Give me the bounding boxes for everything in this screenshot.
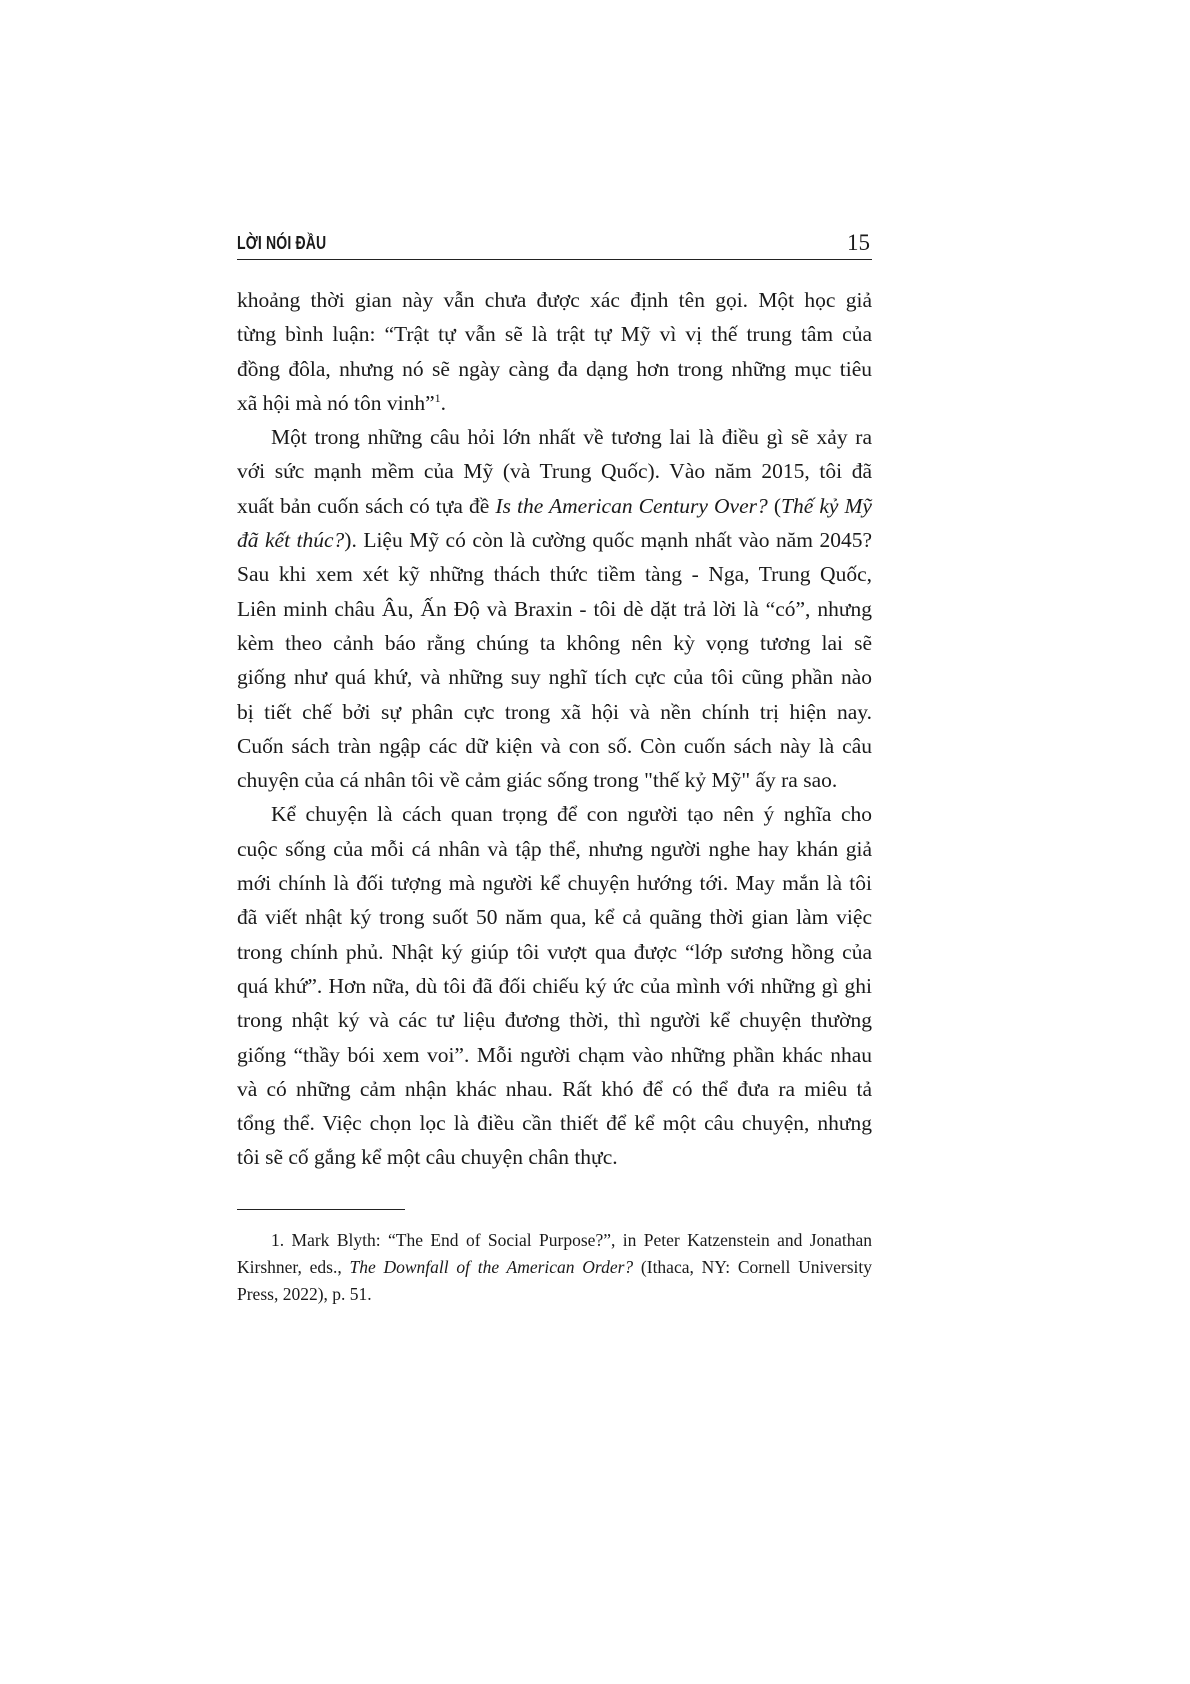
text-line — [237, 832, 872, 866]
text-line — [237, 729, 872, 763]
text-segment: khoảng thời gian này vẫn chưa được xác định tên gọi. Một học giả — [237, 288, 872, 312]
text-segment: Sau khi xem xét kỹ những thách thức tiềm tàng - Nga, Trung Quốc, — [237, 562, 872, 587]
text-line — [237, 1140, 872, 1174]
text-segment: xã hội mà nó tôn vinh” — [237, 390, 435, 415]
running-header — [237, 229, 872, 260]
text-segment: tôi sẽ cố gắng kể một câu chuyện chân thực. — [237, 1145, 618, 1170]
footnote-divider — [237, 1209, 405, 1210]
footnote — [237, 1227, 872, 1307]
text-segment: . — [440, 390, 447, 415]
text-line — [237, 317, 872, 351]
page-number: 15 — [847, 230, 870, 255]
text-line — [237, 763, 872, 797]
text-segment: Kirshner, eds., — [237, 1256, 350, 1277]
footnotes — [237, 1227, 872, 1307]
text-line — [237, 592, 872, 626]
text-segment: Cuốn sách tràn ngập các dữ kiện và con số. Còn cuốn sách này là câu — [237, 733, 872, 758]
text-line — [237, 866, 872, 900]
text-line — [237, 1281, 872, 1308]
text-segment: chuyện của cá nhân tôi về cảm giác sống trong "thế kỷ Mỹ" ấy ra sao. — [237, 768, 838, 793]
text-line — [237, 523, 872, 557]
text-line — [237, 386, 872, 420]
text-segment: với sức mạnh mềm của Mỹ (và Trung Quốc). Vào năm 2015, tôi đã — [237, 459, 872, 484]
text-segment: Liên minh châu Âu, Ấn Độ và Braxin - tôi dè dặt trả lời là “có”, nhưng — [237, 596, 872, 621]
text-segment: và có những cảm nhận khác nhau. Rất khó để có thể đưa ra miêu tả — [237, 1076, 872, 1101]
text-segment: giống “thầy bói xem voi”. Mỗi người chạm vào những phần khác nhau — [237, 1042, 872, 1067]
paragraph — [237, 797, 872, 1174]
text-segment: 1. Mark Blyth: “The End of Social Purpose?”, in Peter Katzenstein and Jonathan — [271, 1230, 872, 1250]
text-segment: cuộc sống của mỗi cá nhân và tập thể, nhưng người nghe hay khán giả — [237, 836, 872, 861]
text-segment: Một trong những câu hỏi lớn nhất về tương lai là điều gì sẽ xảy ra — [271, 425, 872, 450]
text-line — [237, 1038, 872, 1072]
text-line — [237, 420, 872, 454]
text-line — [237, 969, 872, 1003]
text-segment: trong nhật ký và các tư liệu đương thời, thì người kể chuyện thường — [237, 1008, 872, 1033]
text-segment: Kể chuyện là cách quan trọng để con người tạo nên ý nghĩa cho — [271, 802, 872, 827]
body-text — [237, 283, 872, 1175]
text-segment: từng bình luận: “Trật tự vẫn sẽ là trật tự Mỹ vì vị thế trung tâm của — [237, 322, 872, 347]
text-line — [237, 454, 872, 488]
text-line — [237, 1003, 872, 1037]
footnote-reference: 1 — [434, 390, 441, 405]
text-line — [237, 1254, 872, 1281]
text-segment: xuất bản cuốn sách có tựa đề — [237, 493, 496, 518]
paragraph — [237, 420, 872, 797]
text-line — [237, 489, 872, 523]
text-line — [237, 797, 872, 831]
text-line — [237, 935, 872, 969]
text-segment: kèm theo cảnh báo rằng chúng ta không nên kỳ vọng tương lai sẽ — [237, 630, 872, 655]
text-segment: trong chính phủ. Nhật ký giúp tôi vượt qua được “lớp sương hồng của — [237, 939, 872, 964]
text-segment: quá khứ”. Hơn nữa, dù tôi đã đối chiếu ký ức của mình với những gì ghi — [237, 973, 872, 998]
text-segment: ( — [767, 493, 782, 518]
text-segment: (Ithaca, NY: Cornell University — [633, 1256, 872, 1277]
text-segment: tổng thể. Việc chọn lọc là điều cần thiết để kể một câu chuyện, nhưng — [237, 1111, 872, 1136]
text-line — [237, 660, 872, 694]
text-line — [237, 557, 872, 591]
text-line — [237, 900, 872, 934]
text-segment: Press, 2022), p. 51. — [237, 1283, 372, 1304]
italic-text: đã kết thúc? — [237, 528, 345, 553]
text-line — [237, 1072, 872, 1106]
text-line — [237, 1227, 872, 1254]
italic-text: The Downfall of the American Order? — [349, 1256, 634, 1277]
text-line — [237, 352, 872, 386]
text-segment: giống như quá khứ, và những suy nghĩ tích cực của tôi cũng phần nào — [237, 665, 872, 690]
paragraph — [237, 283, 872, 420]
text-segment: bị tiết chế bởi sự phân cực trong xã hội và nền chính trị hiện nay. — [237, 699, 872, 724]
text-line — [237, 695, 872, 729]
italic-text: Is the American Century Over? — [495, 493, 768, 518]
text-segment: đã viết nhật ký trong suốt 50 năm qua, kể cả quãng thời gian làm việc — [237, 905, 872, 930]
text-line — [237, 283, 872, 317]
text-segment: mới chính là đối tượng mà người kể chuyện hướng tới. May mắn là tôi — [237, 871, 872, 896]
italic-text: Thế kỷ Mỹ — [781, 493, 872, 518]
text-line — [237, 1106, 872, 1140]
text-line — [237, 626, 872, 660]
text-segment: ). Liệu Mỹ có còn là cường quốc mạnh nhất vào năm 2045? — [344, 528, 872, 553]
text-segment: đồng đôla, nhưng nó sẽ ngày càng đa dạng hơn trong những mục tiêu — [237, 356, 872, 381]
chapter-title: LỜI NÓI ĐẦU — [237, 233, 327, 253]
